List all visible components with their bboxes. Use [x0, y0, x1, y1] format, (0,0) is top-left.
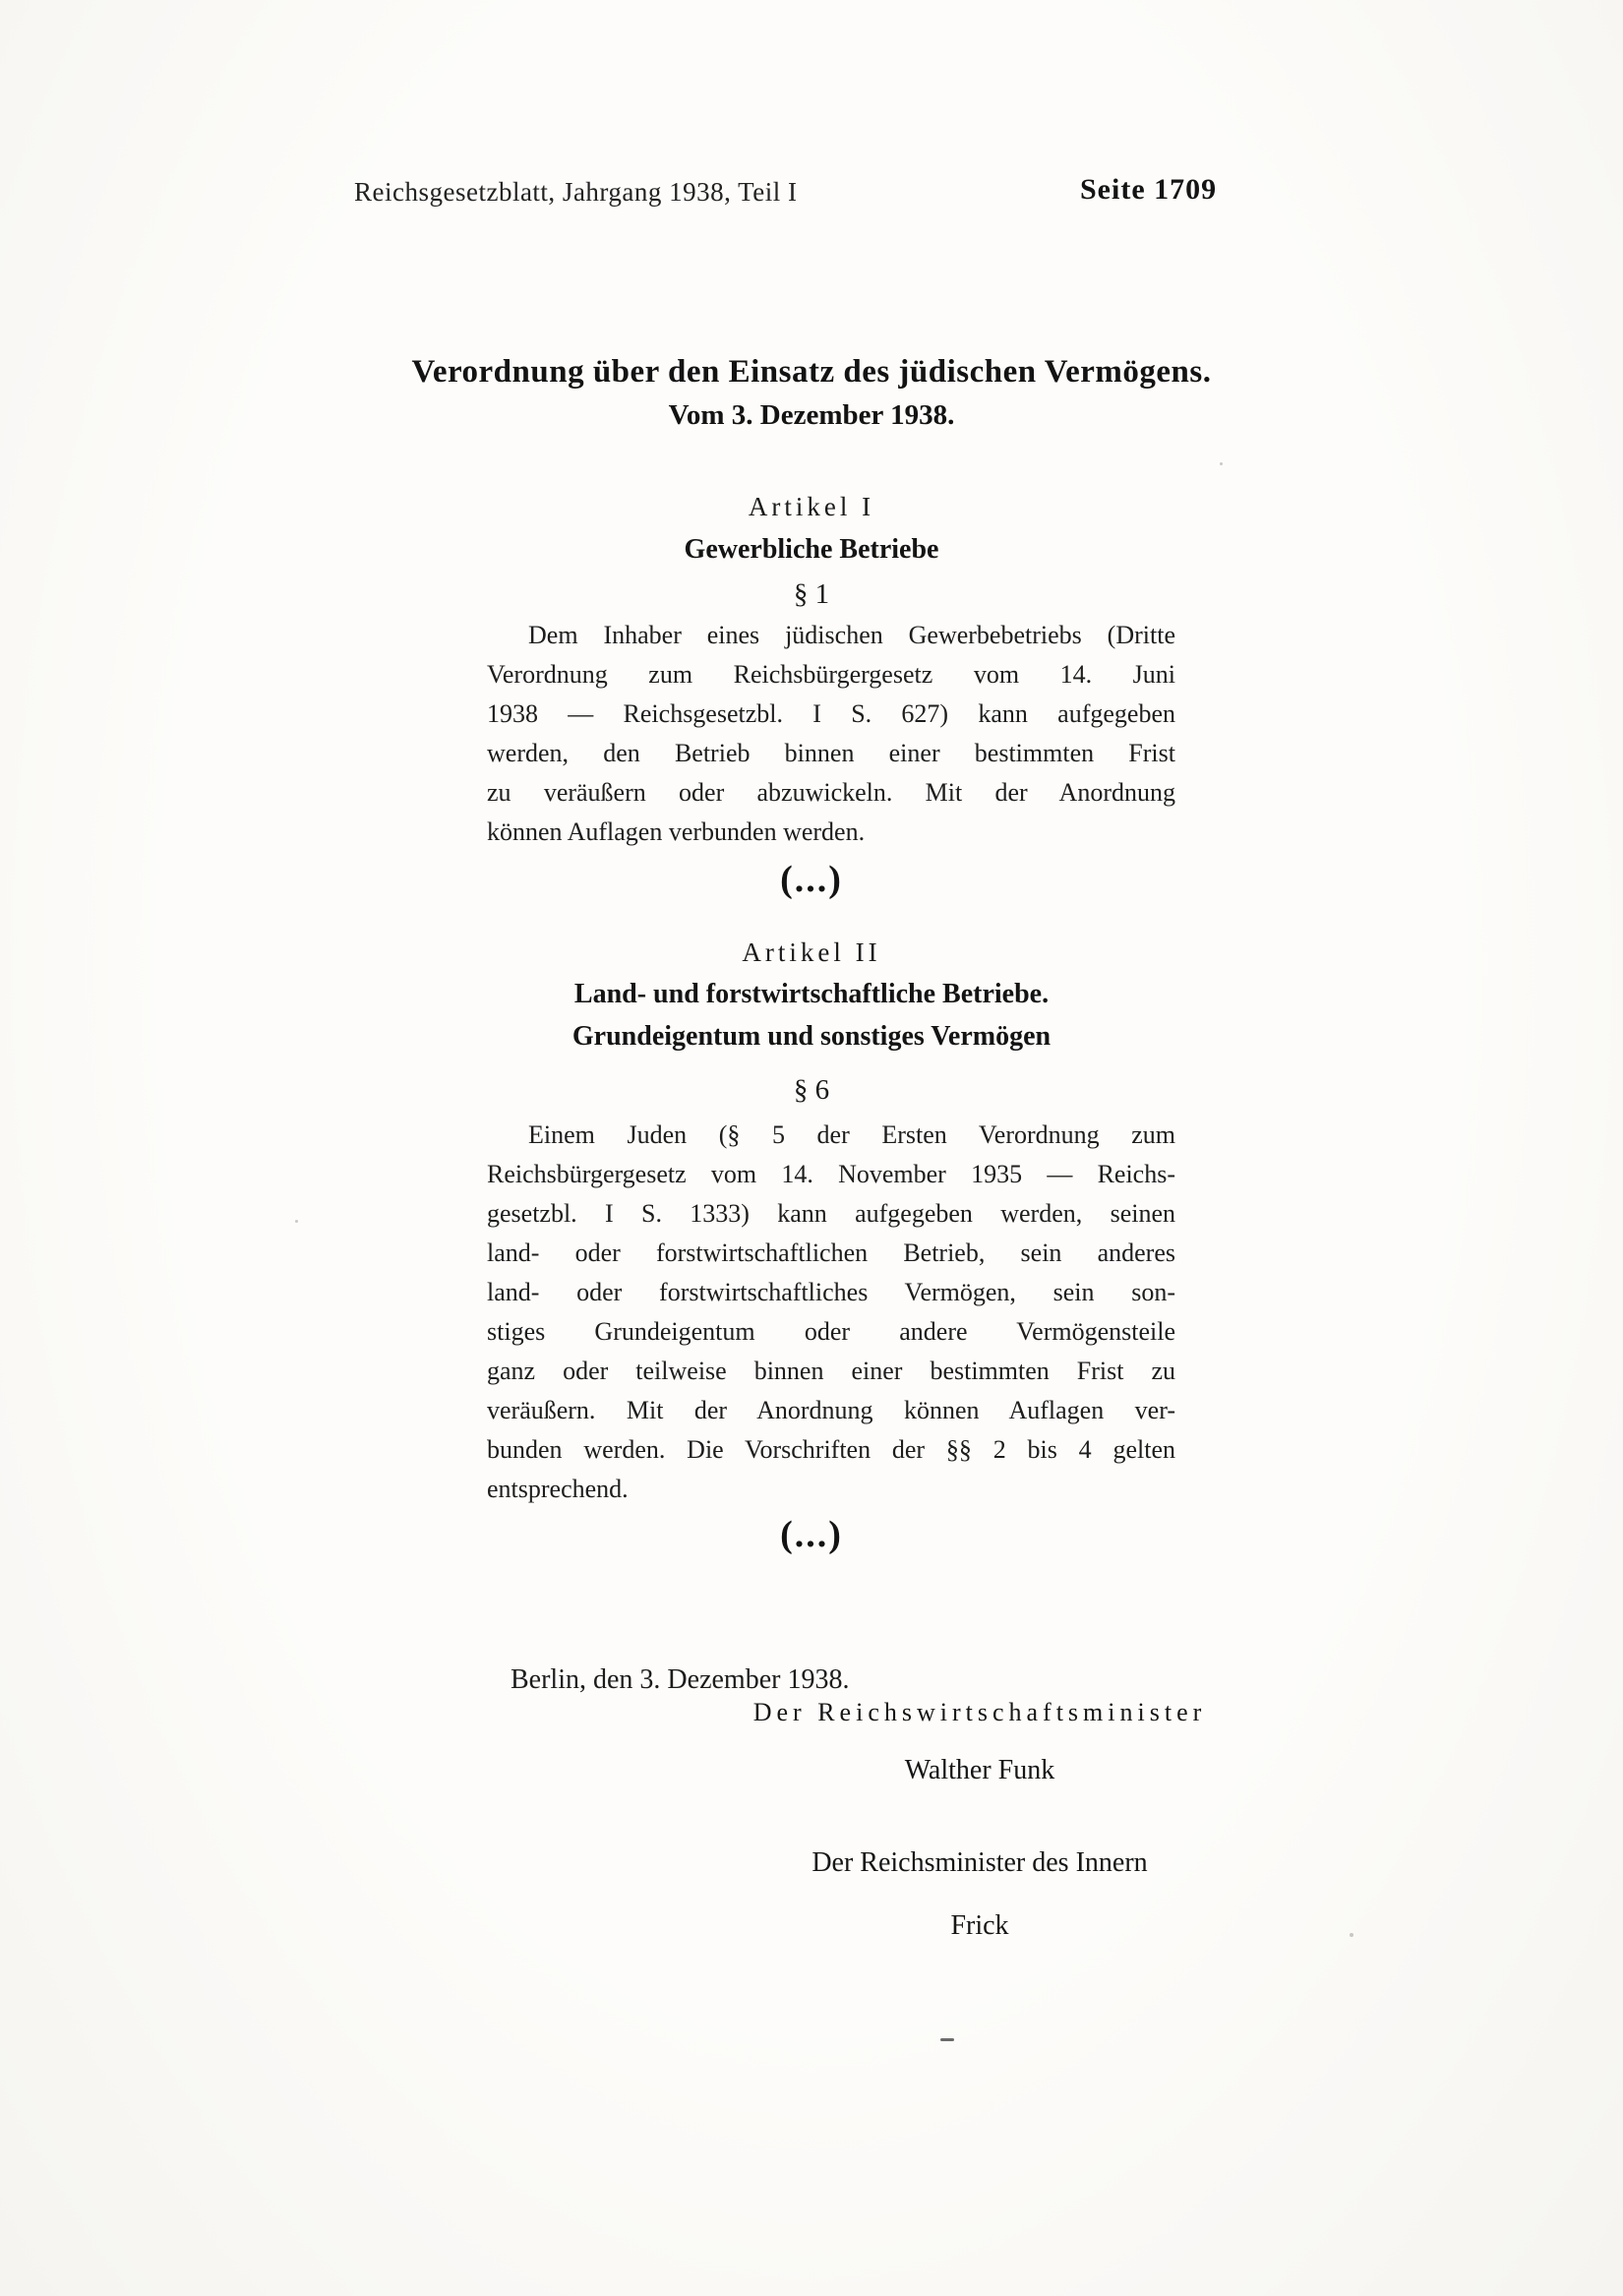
article2-paragraph [487, 1116, 1175, 1509]
paragraph-line: Dem Inhaber eines jüdischen Gewerbebetriebs (Dritte [528, 621, 1175, 649]
paragraph-line: stiges Grundeigentum oder andere Vermögensteile [487, 1317, 1175, 1346]
paragraph-line: entsprechend. [487, 1475, 629, 1503]
signature-role-economics-minister: Der Reichswirtschaftsminister [752, 1698, 1207, 1726]
paragraph-line: zu veräußern oder abzuwickeln. Mit der Anordnung [487, 778, 1175, 807]
signature-role-interior-minister: Der Reichsminister des Innern [812, 1847, 1148, 1878]
paragraph-line: Einem Juden (§ 5 der Ersten Verordnung zum [528, 1120, 1175, 1149]
article1-heading: Artikel I [748, 492, 875, 521]
paragraph-line: land- oder forstwirtschaftliches Vermögen, sein son- [487, 1278, 1175, 1306]
paragraph-line: bunden werden. Die Vorschriften der §§ 2 bis 4 gelten [487, 1435, 1175, 1464]
signature-name-funk: Walther Funk [904, 1755, 1055, 1785]
decree-date-subtitle: Vom 3. Dezember 1938. [668, 399, 955, 431]
paragraph-line: Reichsbürgergesetz vom 14. November 1935 — Reichs- [487, 1160, 1175, 1188]
page-number-label: Seite 1709 [1080, 173, 1218, 206]
article2-subheading-1: Land- und forstwirtschaftliche Betriebe. [573, 979, 1050, 1009]
decree-title: Verordnung über den Einsatz des jüdischen Vermögens. [411, 354, 1212, 390]
scan-artifact-mark [940, 2038, 954, 2041]
scan-speck [295, 1220, 298, 1223]
article1-subheading: Gewerbliche Betriebe [684, 534, 939, 565]
article2-subheading-2: Grundeigentum und sonstiges Vermögen [571, 1021, 1052, 1052]
paragraph-line: veräußern. Mit der Anordnung können Auflagen ver- [487, 1396, 1175, 1424]
paragraph-line: ganz oder teilweise binnen einer bestimmten Frist zu [487, 1357, 1175, 1385]
signature-name-frick: Frick [950, 1910, 1009, 1941]
article1-paragraph [487, 616, 1175, 852]
article1-section-label: § 1 [793, 578, 830, 610]
paragraph-line: Verordnung zum Reichsbürgergesetz vom 14. Juni [487, 660, 1175, 689]
omission-mark: (...) [780, 859, 843, 900]
paragraph-line: werden, den Betrieb binnen einer bestimmten Frist [487, 739, 1175, 767]
paragraph-line: können Auflagen verbunden werden. [487, 817, 866, 846]
journal-header: Reichsgesetzblatt, Jahrgang 1938, Teil I [354, 177, 798, 207]
article2-heading: Artikel II [742, 937, 881, 967]
omission-mark: (...) [780, 1514, 843, 1555]
scan-speck [1220, 462, 1223, 465]
paragraph-line: 1938 — Reichsgesetzbl. I S. 627) kann aufgegeben [487, 699, 1175, 728]
paragraph-line: gesetzbl. I S. 1333) kann aufgegeben werden, seinen [487, 1199, 1175, 1228]
dateline: Berlin, den 3. Dezember 1938. [511, 1664, 850, 1695]
article2-section-label: § 6 [793, 1074, 830, 1106]
paragraph-line: land- oder forstwirtschaftlichen Betrieb, sein anderes [487, 1239, 1175, 1267]
scan-speck [1350, 1933, 1353, 1937]
